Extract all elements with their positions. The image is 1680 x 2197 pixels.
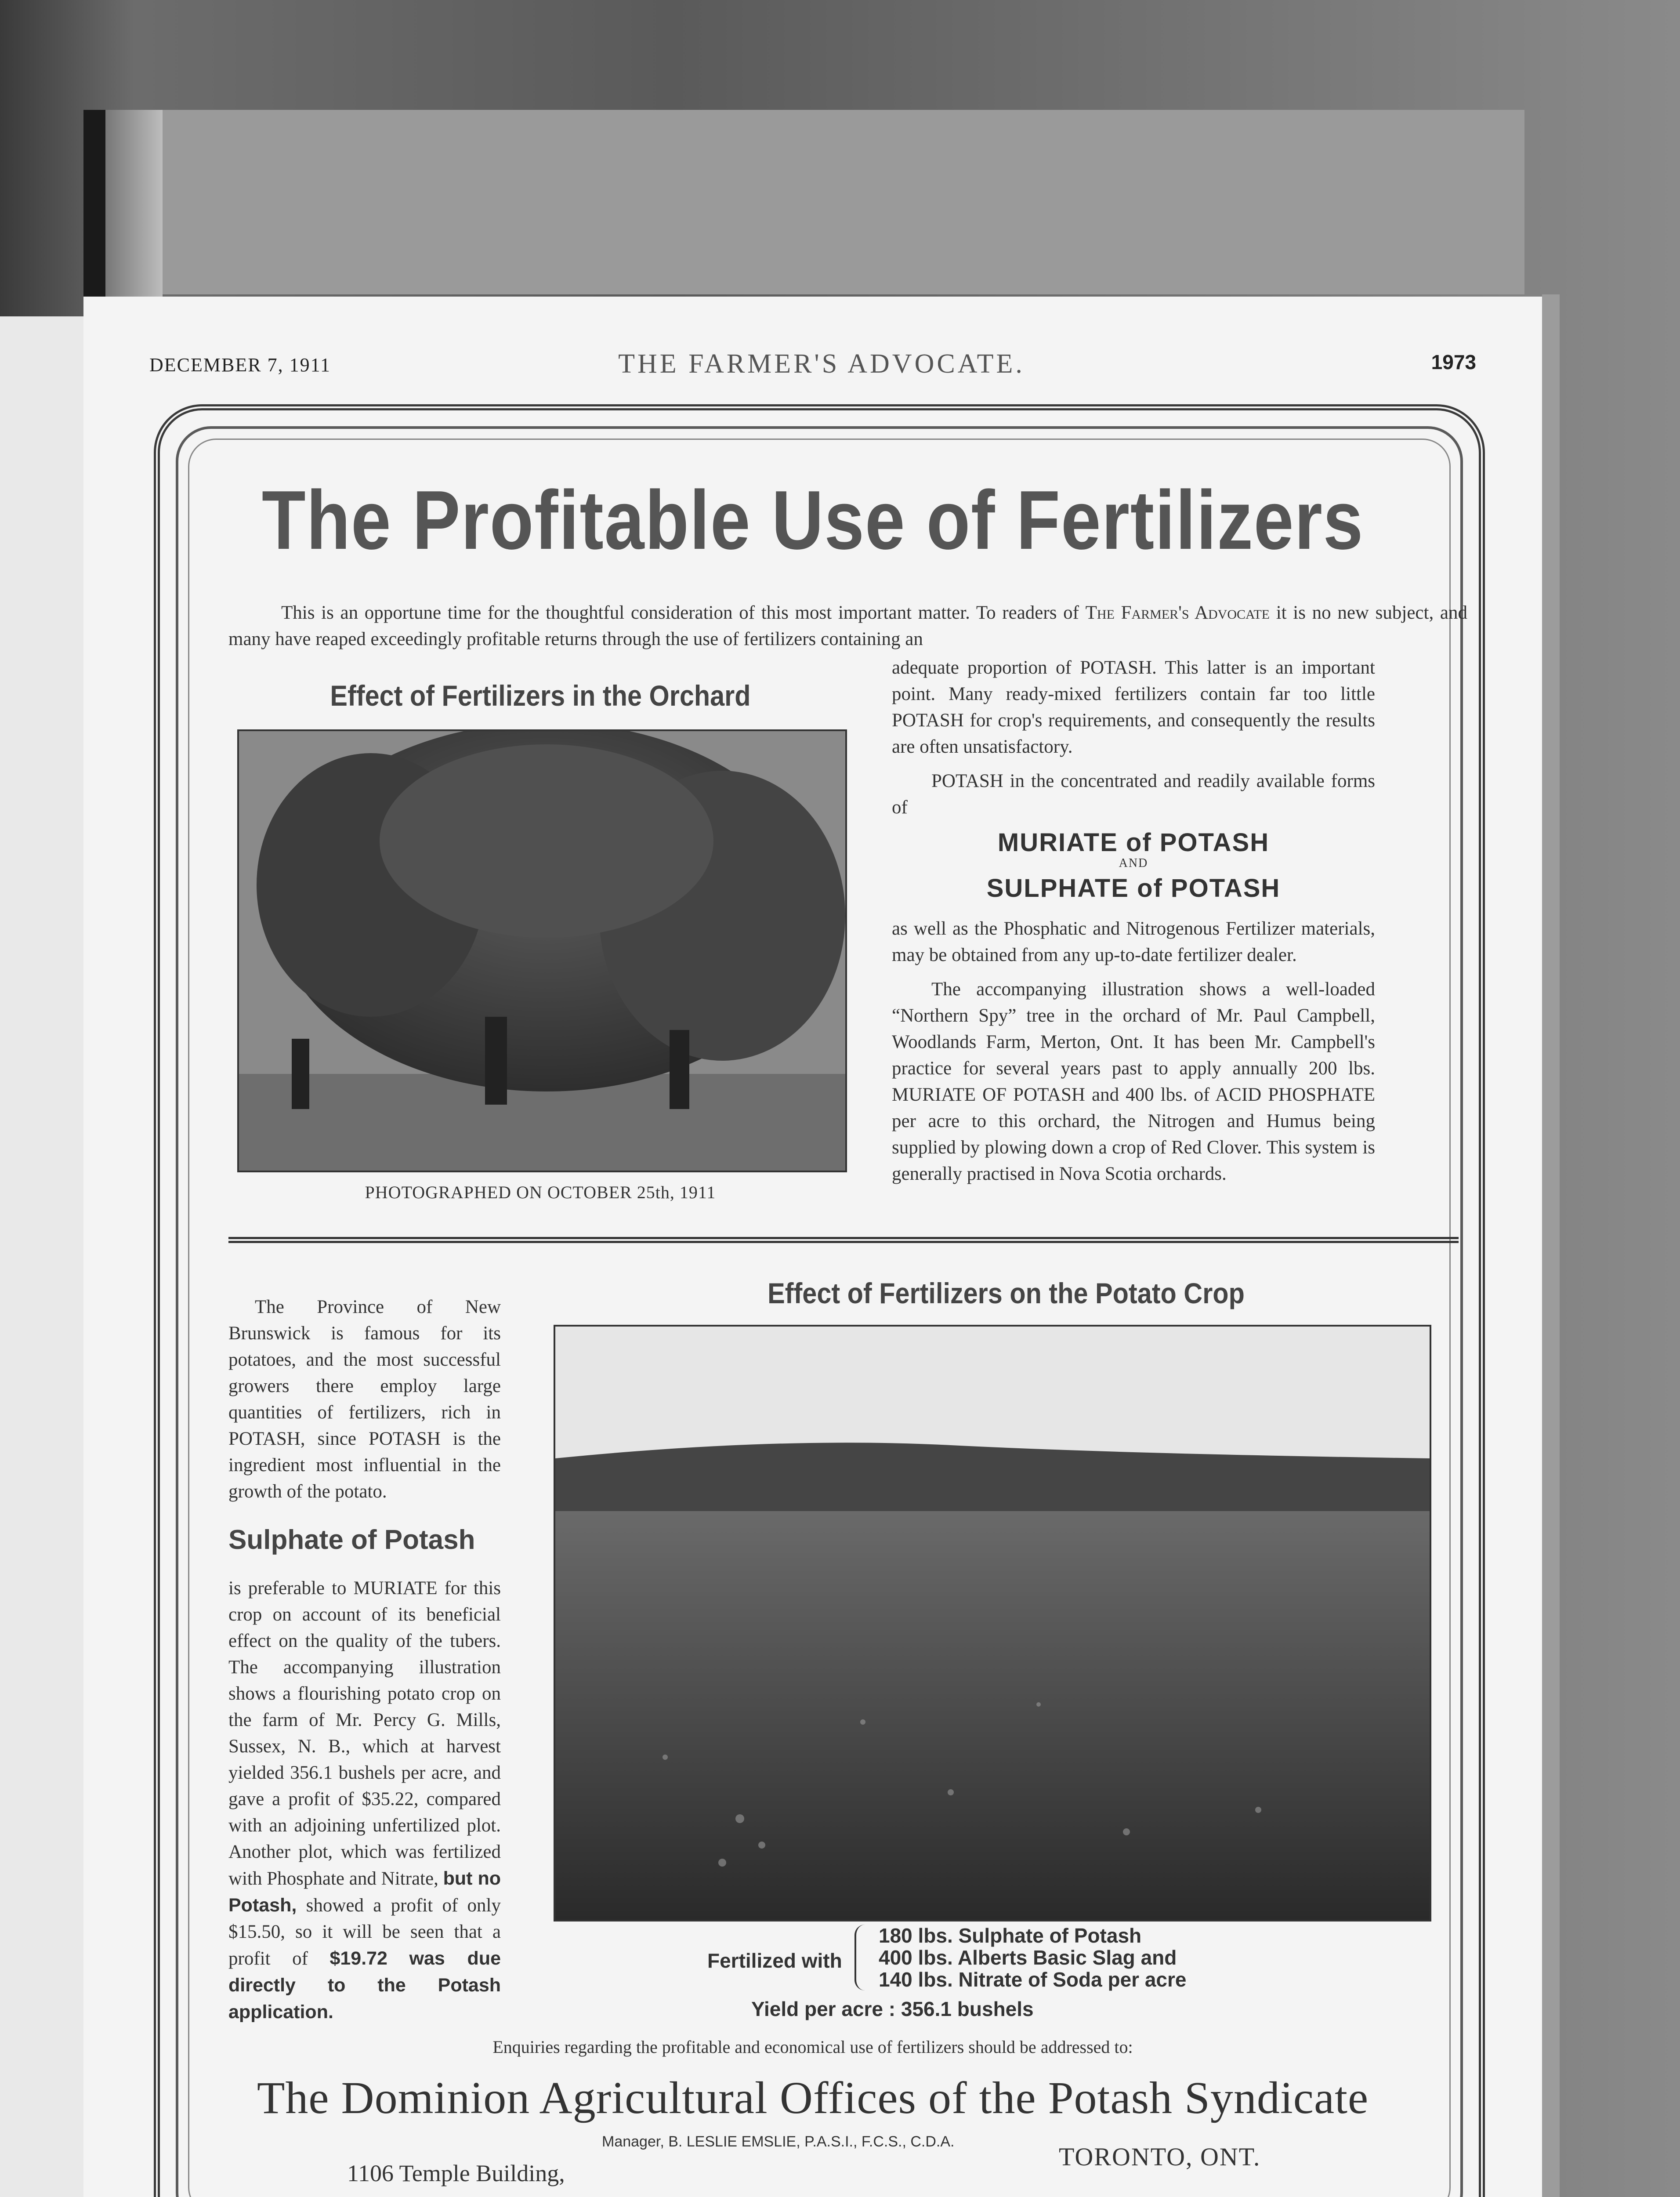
section-divider	[228, 1237, 1459, 1243]
potato-field-image	[555, 1327, 1430, 1920]
office-name: The Dominion Agricultural Offices of the Potash Syndicate	[257, 2073, 1369, 2123]
enquiries-line: Enquiries regarding the profitable and economical use of fertilizers should be addressed to:	[492, 2037, 1133, 2057]
no-potash-text: but no Potash,	[228, 1868, 501, 1916]
right-para-4: The accompanying illustration shows a well-loaded “Northern Spy” tree in the orchard of Mr. Paul Campbell, Woodlands Farm, Merton, Ont. It has been Mr. Campbell's practice for several years past to apply annually 200 lbs. MURIATE OF POTASH and 400 lbs. of ACID PHOSPHATE per acre to this orchard, the Nitrogen and Humus being supplied by plowing down a crop of Red Clover. This system is generally practised in Nova Scotia orchards.	[892, 979, 1375, 1184]
fertilizer-item: 180 lbs. Sulphate of Potash	[879, 1924, 1142, 1947]
lower-left-column	[228, 1294, 501, 2026]
new-brunswick-paragraph: The Province of New Brunswick is famous for its potatoes, and the most successful growers there employ large quantities of fertilizers, rich in POTASH, since POTASH is the ingredient most influential in the growth of the potato.	[228, 1297, 501, 1502]
muriate-of-potash: MURIATE of POTASH	[997, 828, 1270, 857]
city-line: TORONTO, ONT.	[1059, 2143, 1261, 2171]
potato-photo	[554, 1325, 1431, 1921]
intro-paragraph: This is an opportune time for the thoughtful consideration of this most important matter. To readers of The Farmer's Advocate it is no new subject, and many have reaped exceedingly profitable returns through the use of fertilizers containing an	[228, 602, 1467, 649]
orchard-photo-caption: PHOTOGRAPHED ON OCTOBER 25th, 1911	[365, 1182, 716, 1202]
running-head	[149, 349, 1494, 384]
page-number: 1973	[1431, 351, 1476, 373]
scan-margin-top	[163, 110, 1524, 294]
right-para-2: POTASH in the concentrated and readily available forms of	[892, 771, 1375, 818]
fertilizer-details	[707, 1925, 1498, 1995]
publication-name: The Farmer's Advocate	[1085, 602, 1270, 623]
right-para-1: adequate proportion of POTASH. This latter is an important point. Many ready-mixed fertilizers contain far too little POTASH for crop's requirements, and consequently the results are often unsatisfactory.	[892, 657, 1375, 757]
brace-bracket	[854, 1925, 866, 1990]
sulphate-paragraph: is preferable to MURIATE for this crop on account of its beneficial effect on the quality of the tubers. The accompanying illustration shows a flourishing potato crop on the farm of Mr. Percy G. Mills, Sussex, N. B., which at harvest yielded 356.1 bushels per acre, and gave a profit of $35.22, compared with an adjoining unfertilized plot. Another plot, which was fertilized with Phosphate and Nitrate, but no Potash, showed a profit of only $15.50, so it will be seen that a profit of $19.72 was due directly to the Potash application.	[228, 1578, 501, 2023]
yield-per-acre: Yield per acre : 356.1 bushels	[751, 1998, 1034, 2020]
issue-date: DECEMBER 7, 1911	[149, 354, 331, 376]
newspaper-page	[83, 297, 1542, 2197]
profit-value: $19.72	[329, 1948, 387, 1969]
sulphate-heading: Sulphate of Potash	[228, 1525, 475, 1555]
right-column	[892, 655, 1375, 1195]
fertilized-with-label: Fertilized with	[707, 1949, 842, 1972]
advertisement-title: The Profitable Use of Fertilizers	[261, 474, 1364, 567]
potato-heading: Effect of Fertilizers on the Potato Crop	[768, 1277, 1245, 1309]
orchard-photo	[237, 729, 847, 1172]
address-line: 1106 Temple Building,	[347, 2160, 565, 2186]
page-edge-shadow	[1542, 294, 1560, 2197]
fertilizer-list	[879, 1925, 1187, 1990]
and-label: AND	[1119, 856, 1148, 870]
fertilizer-item: 400 lbs. Alberts Basic Slag and	[879, 1946, 1177, 1969]
facing-page-edge	[0, 316, 83, 2197]
orchard-tree-image	[239, 731, 845, 1171]
sulphate-of-potash: SULPHATE of POTASH	[986, 874, 1281, 903]
right-para-3: as well as the Phosphatic and Nitrogenous Fertilizer materials, may be obtained from any up-to-date fertilizer dealer.	[892, 918, 1375, 965]
manager-line: Manager, B. LESLIE EMSLIE, P.A.S.I., F.C.S., C.D.A.	[602, 2133, 955, 2150]
orchard-heading: Effect of Fertilizers in the Orchard	[330, 679, 751, 712]
fertilizer-item: 140 lbs. Nitrate of Soda per acre	[879, 1968, 1187, 1991]
due-text: was due directly to the Potash application.	[228, 1948, 501, 2023]
publication-title: THE FARMER'S ADVOCATE.	[618, 349, 1025, 379]
